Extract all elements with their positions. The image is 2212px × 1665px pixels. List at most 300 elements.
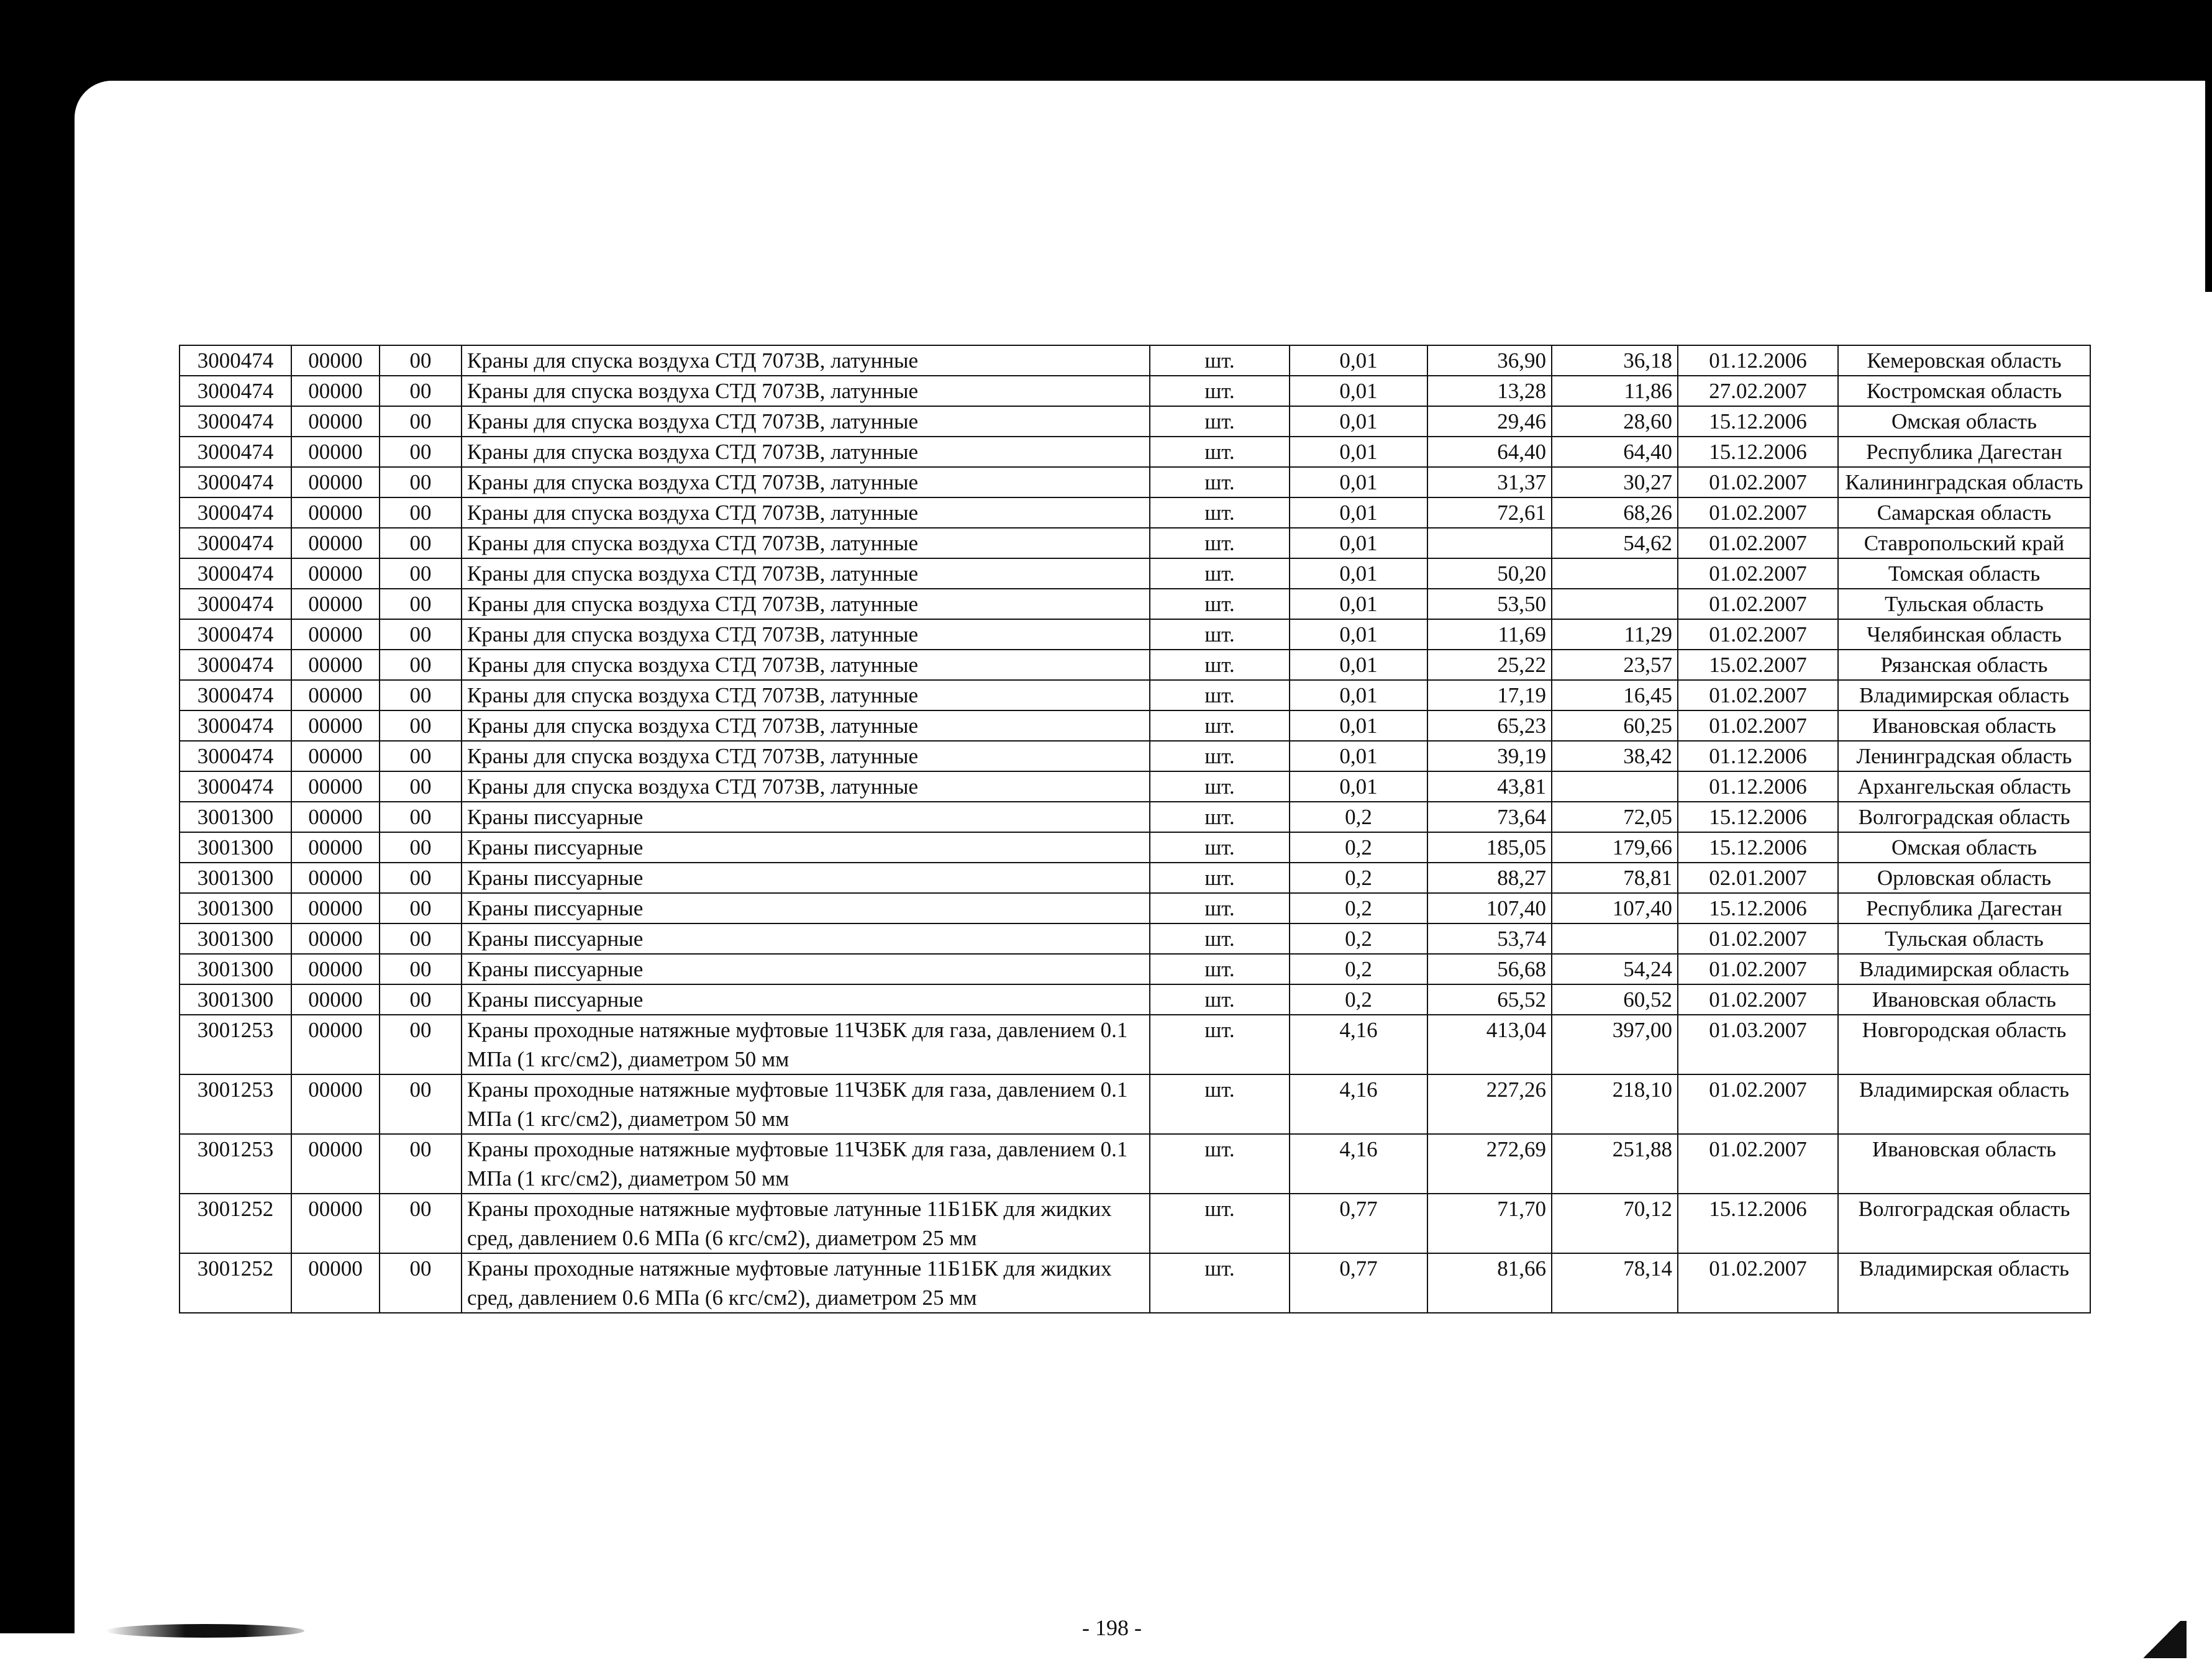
item-name-cell: Краны писсуарные [462, 802, 1150, 832]
price-2-cell: 107,40 [1552, 893, 1678, 923]
price-1-cell: 43,81 [1427, 771, 1552, 802]
unit-cell: шт. [1150, 437, 1290, 467]
sub-code-cell: 00000 [291, 376, 380, 406]
date-cell: 01.02.2007 [1678, 497, 1838, 528]
price-2-cell: 11,86 [1552, 376, 1678, 406]
region-cell: Новгородская область [1838, 1015, 2090, 1074]
date-cell: 02.01.2007 [1678, 863, 1838, 893]
region-cell: Ивановская область [1838, 984, 2090, 1015]
sub-code-cell: 00000 [291, 497, 380, 528]
index-cell: 00 [380, 893, 462, 923]
unit-cell: шт. [1150, 802, 1290, 832]
item-code-cell: 3001253 [180, 1074, 291, 1134]
quantity-cell: 0,01 [1290, 467, 1427, 497]
region-cell: Омская область [1838, 406, 2090, 437]
scan-border-fade [0, 1633, 109, 1665]
price-1-cell [1427, 528, 1552, 558]
date-cell: 01.02.2007 [1678, 954, 1838, 984]
date-cell: 01.03.2007 [1678, 1015, 1838, 1074]
item-name-cell: Краны для спуска воздуха СТД 7073В, латунные [462, 437, 1150, 467]
item-code-cell: 3001253 [180, 1015, 291, 1074]
sub-code-cell: 00000 [291, 710, 380, 741]
date-cell: 27.02.2007 [1678, 376, 1838, 406]
region-cell: Волгоградская область [1838, 1194, 2090, 1253]
quantity-cell: 0,2 [1290, 954, 1427, 984]
price-1-cell: 81,66 [1427, 1253, 1552, 1313]
unit-cell: шт. [1150, 467, 1290, 497]
sub-code-cell: 00000 [291, 437, 380, 467]
item-name-cell: Краны проходные натяжные муфтовые 11Ч3БК для газа, давлением 0.1 МПа (1 кгс/см2), диаметром 50 мм [462, 1015, 1150, 1074]
region-cell: Кемеровская область [1838, 345, 2090, 376]
item-code-cell: 3001253 [180, 1134, 291, 1194]
item-name-cell: Краны писсуарные [462, 984, 1150, 1015]
item-code-cell: 3001300 [180, 923, 291, 954]
unit-cell: шт. [1150, 619, 1290, 650]
quantity-cell: 0,01 [1290, 619, 1427, 650]
date-cell: 01.02.2007 [1678, 923, 1838, 954]
sub-code-cell: 00000 [291, 467, 380, 497]
scan-smudge-bottom-right [2137, 1621, 2187, 1658]
index-cell: 00 [380, 741, 462, 771]
index-cell: 00 [380, 832, 462, 863]
index-cell: 00 [380, 558, 462, 589]
index-cell: 00 [380, 802, 462, 832]
index-cell: 00 [380, 984, 462, 1015]
price-1-cell: 36,90 [1427, 345, 1552, 376]
item-name-cell: Краны для спуска воздуха СТД 7073В, латунные [462, 528, 1150, 558]
price-2-cell: 23,57 [1552, 650, 1678, 680]
table-row [180, 680, 2090, 710]
date-cell: 01.02.2007 [1678, 680, 1838, 710]
table-row [180, 923, 2090, 954]
price-1-cell: 72,61 [1427, 497, 1552, 528]
price-2-cell [1552, 589, 1678, 619]
item-code-cell: 3000474 [180, 467, 291, 497]
region-cell: Орловская область [1838, 863, 2090, 893]
item-code-cell: 3000474 [180, 741, 291, 771]
sub-code-cell: 00000 [291, 528, 380, 558]
sub-code-cell: 00000 [291, 650, 380, 680]
price-1-cell: 71,70 [1427, 1194, 1552, 1253]
item-name-cell: Краны писсуарные [462, 923, 1150, 954]
item-code-cell: 3000474 [180, 710, 291, 741]
item-code-cell: 3001300 [180, 863, 291, 893]
price-1-cell: 272,69 [1427, 1134, 1552, 1194]
price-1-cell: 31,37 [1427, 467, 1552, 497]
item-name-cell: Краны для спуска воздуха СТД 7073В, латунные [462, 497, 1150, 528]
item-code-cell: 3001252 [180, 1194, 291, 1253]
date-cell: 01.02.2007 [1678, 467, 1838, 497]
quantity-cell: 4,16 [1290, 1134, 1427, 1194]
unit-cell: шт. [1150, 1015, 1290, 1074]
table-row [180, 528, 2090, 558]
date-cell: 01.02.2007 [1678, 1134, 1838, 1194]
unit-cell: шт. [1150, 984, 1290, 1015]
index-cell: 00 [380, 345, 462, 376]
quantity-cell: 0,01 [1290, 710, 1427, 741]
table-row [180, 954, 2090, 984]
sub-code-cell: 00000 [291, 741, 380, 771]
index-cell: 00 [380, 863, 462, 893]
item-code-cell: 3000474 [180, 650, 291, 680]
region-cell: Владимирская область [1838, 1253, 2090, 1313]
index-cell: 00 [380, 710, 462, 741]
quantity-cell: 0,01 [1290, 558, 1427, 589]
quantity-cell: 0,01 [1290, 771, 1427, 802]
index-cell: 00 [380, 954, 462, 984]
index-cell: 00 [380, 680, 462, 710]
index-cell: 00 [380, 1074, 462, 1134]
sub-code-cell: 00000 [291, 345, 380, 376]
scan-border-top [0, 0, 2212, 87]
sub-code-cell: 00000 [291, 1134, 380, 1194]
item-code-cell: 3000474 [180, 558, 291, 589]
index-cell: 00 [380, 467, 462, 497]
region-cell: Владимирская область [1838, 680, 2090, 710]
unit-cell: шт. [1150, 406, 1290, 437]
item-name-cell: Краны для спуска воздуха СТД 7073В, латунные [462, 376, 1150, 406]
unit-cell: шт. [1150, 376, 1290, 406]
price-2-cell: 179,66 [1552, 832, 1678, 863]
quantity-cell: 0,01 [1290, 376, 1427, 406]
item-name-cell: Краны для спуска воздуха СТД 7073В, латунные [462, 467, 1150, 497]
unit-cell: шт. [1150, 923, 1290, 954]
item-name-cell: Краны для спуска воздуха СТД 7073В, латунные [462, 345, 1150, 376]
index-cell: 00 [380, 437, 462, 467]
price-1-cell: 65,23 [1427, 710, 1552, 741]
quantity-cell: 0,01 [1290, 741, 1427, 771]
price-2-cell: 36,18 [1552, 345, 1678, 376]
price-2-cell: 70,12 [1552, 1194, 1678, 1253]
price-1-cell: 53,74 [1427, 923, 1552, 954]
price-table-body [180, 345, 2090, 1313]
price-1-cell: 227,26 [1427, 1074, 1552, 1134]
item-name-cell: Краны для спуска воздуха СТД 7073В, латунные [462, 619, 1150, 650]
region-cell: Ленинградская область [1838, 741, 2090, 771]
quantity-cell: 0,01 [1290, 406, 1427, 437]
item-code-cell: 3001300 [180, 802, 291, 832]
table-row [180, 345, 2090, 376]
sub-code-cell: 00000 [291, 923, 380, 954]
quantity-cell: 4,16 [1290, 1074, 1427, 1134]
price-2-cell: 28,60 [1552, 406, 1678, 437]
region-cell: Волгоградская область [1838, 802, 2090, 832]
price-1-cell: 11,69 [1427, 619, 1552, 650]
date-cell: 15.12.2006 [1678, 832, 1838, 863]
region-cell: Архангельская область [1838, 771, 2090, 802]
region-cell: Ивановская область [1838, 710, 2090, 741]
date-cell: 01.02.2007 [1678, 558, 1838, 589]
table-row [180, 741, 2090, 771]
quantity-cell: 0,01 [1290, 345, 1427, 376]
unit-cell: шт. [1150, 863, 1290, 893]
item-code-cell: 3000474 [180, 528, 291, 558]
unit-cell: шт. [1150, 558, 1290, 589]
sub-code-cell: 00000 [291, 1015, 380, 1074]
item-code-cell: 3001300 [180, 984, 291, 1015]
quantity-cell: 0,01 [1290, 589, 1427, 619]
item-code-cell: 3000474 [180, 406, 291, 437]
item-name-cell: Краны писсуарные [462, 954, 1150, 984]
unit-cell: шт. [1150, 1194, 1290, 1253]
table-row [180, 437, 2090, 467]
price-2-cell [1552, 771, 1678, 802]
item-code-cell: 3001300 [180, 893, 291, 923]
quantity-cell: 0,2 [1290, 832, 1427, 863]
table-row [180, 376, 2090, 406]
date-cell: 15.12.2006 [1678, 437, 1838, 467]
index-cell: 00 [380, 619, 462, 650]
date-cell: 01.02.2007 [1678, 710, 1838, 741]
table-row [180, 710, 2090, 741]
sub-code-cell: 00000 [291, 1074, 380, 1134]
table-row [180, 1194, 2090, 1253]
unit-cell: шт. [1150, 954, 1290, 984]
index-cell: 00 [380, 1253, 462, 1313]
date-cell: 01.12.2006 [1678, 771, 1838, 802]
price-2-cell: 218,10 [1552, 1074, 1678, 1134]
price-2-cell [1552, 923, 1678, 954]
item-code-cell: 3000474 [180, 589, 291, 619]
unit-cell: шт. [1150, 680, 1290, 710]
sub-code-cell: 00000 [291, 680, 380, 710]
sub-code-cell: 00000 [291, 589, 380, 619]
price-table [179, 345, 2091, 1313]
region-cell: Республика Дагестан [1838, 893, 2090, 923]
table-row [180, 406, 2090, 437]
unit-cell: шт. [1150, 528, 1290, 558]
sub-code-cell: 00000 [291, 832, 380, 863]
table-row [180, 497, 2090, 528]
table-row [180, 771, 2090, 802]
index-cell: 00 [380, 650, 462, 680]
price-1-cell: 53,50 [1427, 589, 1552, 619]
item-name-cell: Краны для спуска воздуха СТД 7073В, латунные [462, 589, 1150, 619]
item-name-cell: Краны для спуска воздуха СТД 7073В, латунные [462, 650, 1150, 680]
sub-code-cell: 00000 [291, 984, 380, 1015]
region-cell: Ставропольский край [1838, 528, 2090, 558]
quantity-cell: 0,01 [1290, 497, 1427, 528]
price-2-cell: 38,42 [1552, 741, 1678, 771]
table-row [180, 984, 2090, 1015]
unit-cell: шт. [1150, 710, 1290, 741]
index-cell: 00 [380, 406, 462, 437]
date-cell: 01.12.2006 [1678, 345, 1838, 376]
unit-cell: шт. [1150, 1134, 1290, 1194]
date-cell: 01.02.2007 [1678, 528, 1838, 558]
price-1-cell: 39,19 [1427, 741, 1552, 771]
index-cell: 00 [380, 923, 462, 954]
quantity-cell: 0,01 [1290, 437, 1427, 467]
quantity-cell: 0,01 [1290, 680, 1427, 710]
sub-code-cell: 00000 [291, 1194, 380, 1253]
region-cell: Республика Дагестан [1838, 437, 2090, 467]
index-cell: 00 [380, 1194, 462, 1253]
region-cell: Владимирская область [1838, 954, 2090, 984]
price-2-cell: 54,24 [1552, 954, 1678, 984]
date-cell: 01.02.2007 [1678, 984, 1838, 1015]
scan-smudge-bottom-left [106, 1624, 304, 1638]
sub-code-cell: 00000 [291, 619, 380, 650]
price-2-cell: 11,29 [1552, 619, 1678, 650]
table-row [180, 1134, 2090, 1194]
date-cell: 01.02.2007 [1678, 589, 1838, 619]
table-row [180, 1015, 2090, 1074]
quantity-cell: 0,2 [1290, 923, 1427, 954]
price-2-cell: 251,88 [1552, 1134, 1678, 1194]
table-row [180, 650, 2090, 680]
price-1-cell: 25,22 [1427, 650, 1552, 680]
item-name-cell: Краны проходные натяжные муфтовые латунные 11Б1БК для жидких сред, давлением 0.6 МПа (6 кгс/см2), диаметром 25 мм [462, 1253, 1150, 1313]
index-cell: 00 [380, 589, 462, 619]
table-row [180, 863, 2090, 893]
item-code-cell: 3000474 [180, 771, 291, 802]
unit-cell: шт. [1150, 1253, 1290, 1313]
item-name-cell: Краны проходные натяжные муфтовые латунные 11Б1БК для жидких сред, давлением 0.6 МПа (6 кгс/см2), диаметром 25 мм [462, 1194, 1150, 1253]
table-row [180, 619, 2090, 650]
region-cell: Томская область [1838, 558, 2090, 589]
unit-cell: шт. [1150, 893, 1290, 923]
item-code-cell: 3000474 [180, 376, 291, 406]
item-code-cell: 3000474 [180, 680, 291, 710]
item-name-cell: Краны для спуска воздуха СТД 7073В, латунные [462, 680, 1150, 710]
price-1-cell: 185,05 [1427, 832, 1552, 863]
index-cell: 00 [380, 497, 462, 528]
item-code-cell: 3000474 [180, 437, 291, 467]
sub-code-cell: 00000 [291, 802, 380, 832]
table-row [180, 558, 2090, 589]
table-row [180, 802, 2090, 832]
quantity-cell: 0,01 [1290, 528, 1427, 558]
region-cell: Владимирская область [1838, 1074, 2090, 1134]
region-cell: Костромская область [1838, 376, 2090, 406]
date-cell: 15.12.2006 [1678, 802, 1838, 832]
price-1-cell: 73,64 [1427, 802, 1552, 832]
page-number: - 198 - [1082, 1615, 1142, 1640]
item-name-cell: Краны проходные натяжные муфтовые 11Ч3БК для газа, давлением 0.1 МПа (1 кгс/см2), диаметром 50 мм [462, 1074, 1150, 1134]
sub-code-cell: 00000 [291, 954, 380, 984]
price-2-cell: 30,27 [1552, 467, 1678, 497]
region-cell: Ивановская область [1838, 1134, 2090, 1194]
quantity-cell: 0,01 [1290, 650, 1427, 680]
date-cell: 01.02.2007 [1678, 619, 1838, 650]
price-1-cell: 88,27 [1427, 863, 1552, 893]
item-name-cell: Краны писсуарные [462, 893, 1150, 923]
date-cell: 15.12.2006 [1678, 406, 1838, 437]
region-cell: Омская область [1838, 832, 2090, 863]
price-2-cell: 54,62 [1552, 528, 1678, 558]
price-1-cell: 65,52 [1427, 984, 1552, 1015]
price-2-cell: 72,05 [1552, 802, 1678, 832]
table-row [180, 589, 2090, 619]
unit-cell: шт. [1150, 771, 1290, 802]
price-2-cell: 64,40 [1552, 437, 1678, 467]
item-name-cell: Краны писсуарные [462, 832, 1150, 863]
sub-code-cell: 00000 [291, 1253, 380, 1313]
sub-code-cell: 00000 [291, 893, 380, 923]
price-2-cell: 60,52 [1552, 984, 1678, 1015]
price-1-cell: 29,46 [1427, 406, 1552, 437]
unit-cell: шт. [1150, 1074, 1290, 1134]
date-cell: 15.12.2006 [1678, 893, 1838, 923]
table-row [180, 832, 2090, 863]
price-1-cell: 107,40 [1427, 893, 1552, 923]
item-code-cell: 3000474 [180, 345, 291, 376]
region-cell: Калининградская область [1838, 467, 2090, 497]
sub-code-cell: 00000 [291, 771, 380, 802]
index-cell: 00 [380, 528, 462, 558]
quantity-cell: 0,77 [1290, 1253, 1427, 1313]
sub-code-cell: 00000 [291, 406, 380, 437]
index-cell: 00 [380, 771, 462, 802]
item-name-cell: Краны для спуска воздуха СТД 7073В, латунные [462, 710, 1150, 741]
item-code-cell: 3000474 [180, 497, 291, 528]
price-2-cell: 78,81 [1552, 863, 1678, 893]
price-2-cell [1552, 558, 1678, 589]
quantity-cell: 0,2 [1290, 984, 1427, 1015]
price-1-cell: 56,68 [1427, 954, 1552, 984]
unit-cell: шт. [1150, 345, 1290, 376]
item-name-cell: Краны проходные натяжные муфтовые 11Ч3БК для газа, давлением 0.1 МПа (1 кгс/см2), диаметром 50 мм [462, 1134, 1150, 1194]
quantity-cell: 0,77 [1290, 1194, 1427, 1253]
item-code-cell: 3001300 [180, 954, 291, 984]
quantity-cell: 0,2 [1290, 893, 1427, 923]
price-2-cell: 78,14 [1552, 1253, 1678, 1313]
sub-code-cell: 00000 [291, 558, 380, 589]
unit-cell: шт. [1150, 741, 1290, 771]
item-name-cell: Краны для спуска воздуха СТД 7073В, латунные [462, 771, 1150, 802]
price-1-cell: 64,40 [1427, 437, 1552, 467]
unit-cell: шт. [1150, 650, 1290, 680]
price-2-cell: 397,00 [1552, 1015, 1678, 1074]
price-2-cell: 16,45 [1552, 680, 1678, 710]
index-cell: 00 [380, 1015, 462, 1074]
region-cell: Тульская область [1838, 589, 2090, 619]
price-2-cell: 60,25 [1552, 710, 1678, 741]
date-cell: 15.02.2007 [1678, 650, 1838, 680]
price-1-cell: 13,28 [1427, 376, 1552, 406]
date-cell: 01.12.2006 [1678, 741, 1838, 771]
unit-cell: шт. [1150, 497, 1290, 528]
region-cell: Рязанская область [1838, 650, 2090, 680]
unit-cell: шт. [1150, 832, 1290, 863]
item-name-cell: Краны писсуарные [462, 863, 1150, 893]
date-cell: 15.12.2006 [1678, 1194, 1838, 1253]
date-cell: 01.02.2007 [1678, 1253, 1838, 1313]
index-cell: 00 [380, 1134, 462, 1194]
region-cell: Челябинская область [1838, 619, 2090, 650]
item-code-cell: 3001300 [180, 832, 291, 863]
quantity-cell: 4,16 [1290, 1015, 1427, 1074]
price-1-cell: 17,19 [1427, 680, 1552, 710]
quantity-cell: 0,2 [1290, 863, 1427, 893]
item-name-cell: Краны для спуска воздуха СТД 7073В, латунные [462, 741, 1150, 771]
price-1-cell: 50,20 [1427, 558, 1552, 589]
unit-cell: шт. [1150, 589, 1290, 619]
item-name-cell: Краны для спуска воздуха СТД 7073В, латунные [462, 558, 1150, 589]
table-row [180, 1074, 2090, 1134]
sub-code-cell: 00000 [291, 863, 380, 893]
price-2-cell: 68,26 [1552, 497, 1678, 528]
index-cell: 00 [380, 376, 462, 406]
quantity-cell: 0,2 [1290, 802, 1427, 832]
price-1-cell: 413,04 [1427, 1015, 1552, 1074]
region-cell: Тульская область [1838, 923, 2090, 954]
table-row [180, 1253, 2090, 1313]
table-row [180, 467, 2090, 497]
item-code-cell: 3000474 [180, 619, 291, 650]
table-row [180, 893, 2090, 923]
